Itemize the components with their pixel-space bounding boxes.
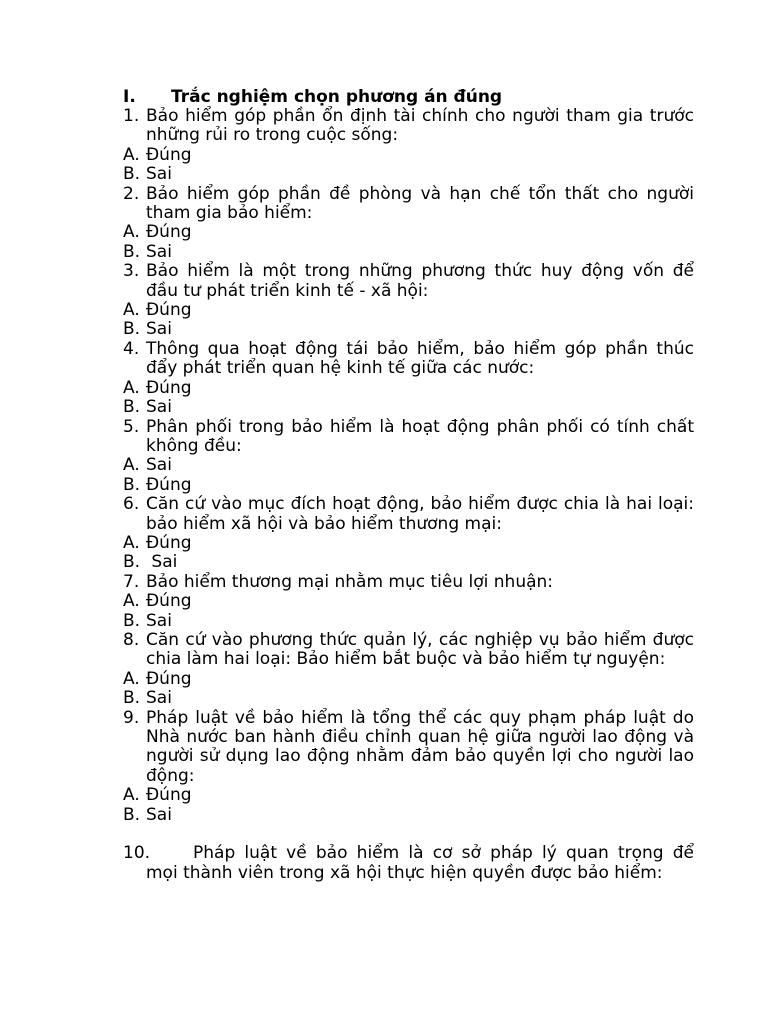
answer-option	[123, 398, 694, 417]
question-item	[123, 262, 694, 340]
question-number: 4.	[123, 338, 140, 359]
answer-option	[123, 670, 694, 689]
question-text: Pháp luật về bảo hiểm là tổng thể các quy phạm pháp luật do Nhà nước ban hành điều chỉnh quan hệ giữa người lao động và người sử dụng lao động nhằm đảm bảo quyền lợi cho người lao động:	[146, 707, 694, 786]
answer-option	[123, 592, 694, 611]
option-text: Sai	[146, 164, 172, 185]
option-text: Sai	[146, 397, 172, 418]
answer-option	[123, 223, 694, 242]
option-letter: A.	[123, 222, 140, 243]
section-heading	[123, 87, 694, 107]
option-text: Đúng	[146, 144, 192, 165]
question-number: 6.	[123, 494, 140, 515]
option-text: Sai	[146, 319, 172, 340]
option-text: Đúng	[146, 474, 192, 495]
question-text: Phân phối trong bảo hiểm là hoạt động phân phối có tính chất không đều:	[146, 416, 694, 456]
question-text: Bảo hiểm góp phần đề phòng và hạn chế tổn thất cho người tham gia bảo hiểm:	[146, 183, 694, 224]
option-text: Sai	[146, 610, 172, 631]
option-letter: A.	[123, 532, 140, 553]
option-text: Sai	[146, 552, 178, 573]
option-text: Đúng	[146, 222, 192, 243]
question-number: 1.	[123, 106, 140, 126]
document-body	[123, 87, 694, 883]
question-10	[123, 844, 694, 883]
answer-option	[123, 612, 694, 631]
option-letter: A.	[123, 377, 140, 398]
answer-option	[123, 379, 694, 398]
option-letter: B.	[123, 241, 141, 262]
question-item	[123, 340, 694, 418]
answer-option	[123, 553, 694, 572]
question-number: 9.	[123, 707, 140, 728]
answer-option	[123, 806, 694, 825]
question-text: Thông qua hoạt động tái bảo hiểm, bảo hiểm góp phần thúc đẩy phát triển quan hệ kinh tế giữa các nước:	[146, 338, 694, 379]
question-number: 7.	[123, 571, 140, 592]
question-item	[123, 631, 694, 709]
question-number: 8.	[123, 629, 140, 650]
option-text: Đúng	[146, 300, 192, 321]
question-number: 2.	[123, 183, 140, 204]
option-letter: A.	[123, 300, 140, 321]
blank-line	[123, 825, 694, 844]
option-letter: A.	[123, 144, 140, 165]
option-letter: A.	[123, 455, 140, 476]
question-number: 5.	[123, 416, 140, 437]
option-text: Sai	[146, 804, 172, 825]
answer-option	[123, 786, 694, 805]
option-letter: B.	[123, 610, 141, 631]
option-letter: B.	[123, 319, 141, 340]
answer-option	[123, 689, 694, 708]
option-text: Sai	[146, 455, 172, 476]
question-item	[123, 107, 694, 185]
option-letter: A.	[123, 785, 140, 806]
option-letter: A.	[123, 591, 140, 612]
question-number: 10.	[123, 843, 151, 864]
question-item	[123, 573, 694, 631]
option-text: Sai	[146, 688, 172, 709]
answer-option	[123, 456, 694, 475]
question-text: Bảo hiểm góp phần ổn định tài chính cho người tham gia trước những rủi ro trong cuộc sống:	[146, 106, 694, 146]
option-text: Đúng	[146, 377, 192, 398]
question-item	[123, 709, 694, 825]
question-text-continuation: mọi thành viên trong xã hội thực hiện quyền được bảo hiểm:	[146, 862, 663, 883]
option-letter: B.	[123, 688, 141, 709]
question-list	[123, 107, 694, 825]
option-text: Đúng	[146, 785, 192, 806]
answer-option	[123, 301, 694, 320]
question-text: Bảo hiểm thương mại nhằm mục tiêu lợi nhuận:	[146, 571, 554, 592]
option-letter: B.	[123, 397, 141, 418]
question-text: Căn cứ vào phương thức quản lý, các nghiệp vụ bảo hiểm được chia làm hai loại: Bảo hiểm bắt buộc và bảo hiểm tự nguyện:	[146, 629, 694, 670]
option-text: Đúng	[146, 591, 192, 612]
option-letter: B.	[123, 164, 141, 185]
answer-option	[123, 165, 694, 184]
question-text: Căn cứ vào mục đích hoạt động, bảo hiểm được chia là hai loại: bảo hiểm xã hội và bảo hiểm thương mại:	[146, 494, 694, 534]
question-text-first-line: Pháp luật về bảo hiểm là cơ sở pháp lý quan trọng để	[193, 843, 694, 864]
option-text: Sai	[146, 241, 172, 262]
option-text: Đúng	[146, 532, 192, 553]
question-item	[123, 185, 694, 263]
question-number: 3.	[123, 261, 140, 282]
option-letter: A.	[123, 668, 140, 689]
section-title: Trắc nghiệm chọn phương án đúng	[171, 87, 503, 107]
option-letter: B.	[123, 552, 141, 573]
option-letter: B.	[123, 804, 141, 825]
section-number: I.	[123, 87, 136, 107]
answer-option	[123, 476, 694, 495]
question-item	[123, 418, 694, 496]
question-item	[123, 495, 694, 573]
answer-option	[123, 534, 694, 553]
question-text: Bảo hiểm là một trong những phương thức huy động vốn để đầu tư phát triển kinh tế - xã hội:	[146, 261, 694, 301]
option-text: Đúng	[146, 668, 192, 689]
answer-option	[123, 320, 694, 339]
option-letter: B.	[123, 474, 141, 495]
answer-option	[123, 146, 694, 165]
answer-option	[123, 243, 694, 262]
